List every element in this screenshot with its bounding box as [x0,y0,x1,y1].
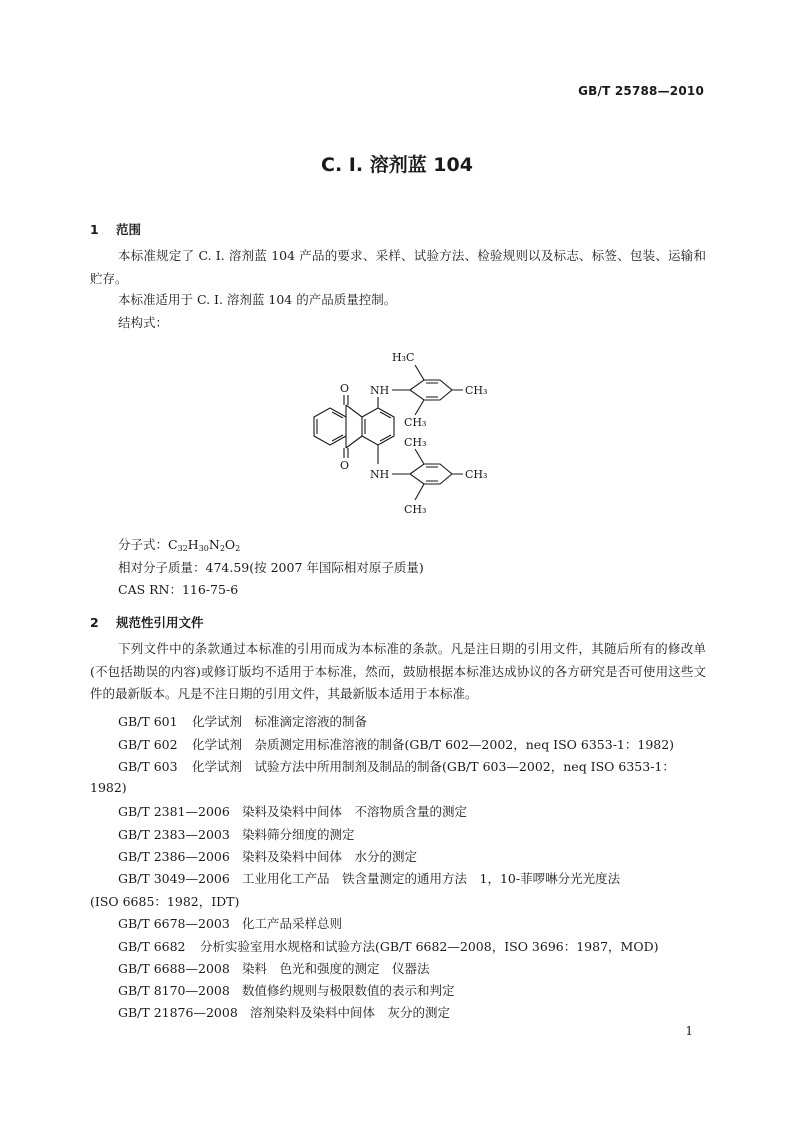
ch3-ortho-bottom-1-label: CH₃ [404,436,427,449]
ch3-para-bottom-label: CH₃ [465,468,488,481]
reference-code: GB/T 6688—2008 [118,961,230,976]
section-1-heading [90,220,141,238]
carbonyl-top [344,395,348,405]
reference-code: GB/T 8170—2008 [118,983,230,998]
section-1-paragraph-2: 本标准适用于 C. I. 溶剂蓝 104 的产品质量控制。 [118,292,397,307]
reference-code: GB/T 6678—2003 [118,916,230,931]
right-ring-double-bonds [365,412,391,441]
molecular-mass: 相对分子质量：474.59(按 2007 年国际相对原子质量) [118,560,424,575]
chemical-structure-diagram [280,335,514,530]
reference-item [118,914,342,932]
oxygen-bottom-label: O [340,459,350,472]
formula-n-count: 2 [219,544,225,553]
formula-n: N [208,537,220,552]
page-title: C. I. 溶剂蓝 104 [321,154,473,176]
reference-code: GB/T 2381—2006 [118,804,230,819]
reference-title: 染料及染料中间体 不溶物质含量的测定 [242,804,468,819]
right-ring [362,408,394,445]
reference-code: GB/T 6682 [118,939,186,954]
reference-item [118,825,355,843]
reference-code: GB/T 21876—2008 [118,1005,238,1020]
page-number: 1 [685,1024,693,1038]
reference-item [118,869,620,887]
section-1-title: 范围 [116,222,142,237]
reference-title: 化学试剂 试验方法中所用制剂及制品的制备(GB/T 603—2002，neq ISO 6353-1： [192,759,675,774]
section-2-heading [90,613,204,631]
ch3-ortho-top-label: CH₃ [404,416,427,429]
reference-title: 化学试剂 杂质测定用标准溶液的制备(GB/T 602—2002，neq ISO 6353-1：1982) [192,737,675,752]
section-1-number: 1 [90,222,99,237]
ch3-para-top-label: CH₃ [465,384,488,397]
reference-continuation: (ISO 6685：1982，IDT) [90,894,240,909]
reference-item [118,937,659,955]
reference-item [118,712,367,730]
reference-code: GB/T 2386—2006 [118,849,230,864]
ch3-ortho-bottom-2-label: CH₃ [404,503,427,516]
reference-item [118,981,455,999]
left-ring [314,408,346,445]
cas-number: CAS RN：116-75-6 [118,582,239,597]
structure-label: 结构式： [118,315,169,330]
reference-code: GB/T 602 [118,737,178,752]
molecular-formula [118,535,240,553]
section-2-intro: 下列文件中的条款通过本标准的引用而成为本标准的条款。凡是注日期的引用文件，其随后所有的修改单(不包括勘误的内容)或修订版均不适用于本标准，然而，鼓励根据本标准达成协议的各方研究是否可使用这些文件的最新版本。凡是不注日期的引用文件，其最新版本适用于本标准。 [90,641,706,701]
reference-title: 溶剂染料及染料中间体 灰分的测定 [250,1005,451,1020]
left-ring-double-bonds [317,412,343,441]
reference-item [118,1003,450,1021]
formula-h: H [187,537,199,552]
section-1-paragraph-1: 本标准规定了 C. I. 溶剂蓝 104 产品的要求、采样、试验方法、检验规则以及标志、标签、包装、运输和贮存。 [90,248,706,286]
reference-title: 工业用化工产品 铁含量测定的通用方法 1，10-菲啰啉分光光度法 [242,871,621,886]
bottom-mesityl-methyls [415,449,463,500]
reference-code: GB/T 601 [118,714,178,729]
reference-item [118,735,674,753]
bottom-mesityl-double-bonds [426,467,438,481]
reference-title: 数值修约规则与极限数值的表示和判定 [242,983,455,998]
formula-c-count: 32 [177,544,188,553]
formula-c: C [168,537,178,552]
reference-item [118,802,467,820]
top-mesityl-double-bonds [426,383,438,397]
reference-code: GB/T 603 [118,759,178,774]
formula-prefix: 分子式： [118,537,169,552]
reference-code: GB/T 2383—2003 [118,827,230,842]
reference-title: 化工产品采样总则 [242,916,343,931]
section-2-title: 规范性引用文件 [116,615,204,630]
central-ring-diagonals [346,405,362,448]
reference-title: 化学试剂 标准滴定溶液的制备 [192,714,368,729]
formula-o-count: 2 [235,544,241,553]
reference-item [118,959,430,977]
reference-title: 染料 色光和强度的测定 仪器法 [242,961,430,976]
oxygen-top-label: O [340,382,350,395]
reference-continuation: 1982) [90,780,127,795]
reference-title: 染料及染料中间体 水分的测定 [242,849,418,864]
reference-code: GB/T 3049—2006 [118,871,230,886]
section-2-number: 2 [90,615,99,630]
formula-h-count: 30 [198,544,209,553]
formula-o: O [224,537,236,552]
h3c-top-label: H₃C [392,351,415,364]
nh-bottom-label: NH [370,468,390,481]
reference-title: 染料筛分细度的测定 [242,827,355,842]
reference-title: 分析实验室用水规格和试验方法(GB/T 6682—2008，ISO 3696：1987，MOD) [200,939,659,954]
standard-code: GB/T 25788—2010 [578,84,704,98]
carbonyl-bottom [344,448,348,458]
reference-item [118,757,675,775]
nh-top-label: NH [370,384,390,397]
top-mesityl-methyls [415,365,463,415]
reference-item [118,847,417,865]
